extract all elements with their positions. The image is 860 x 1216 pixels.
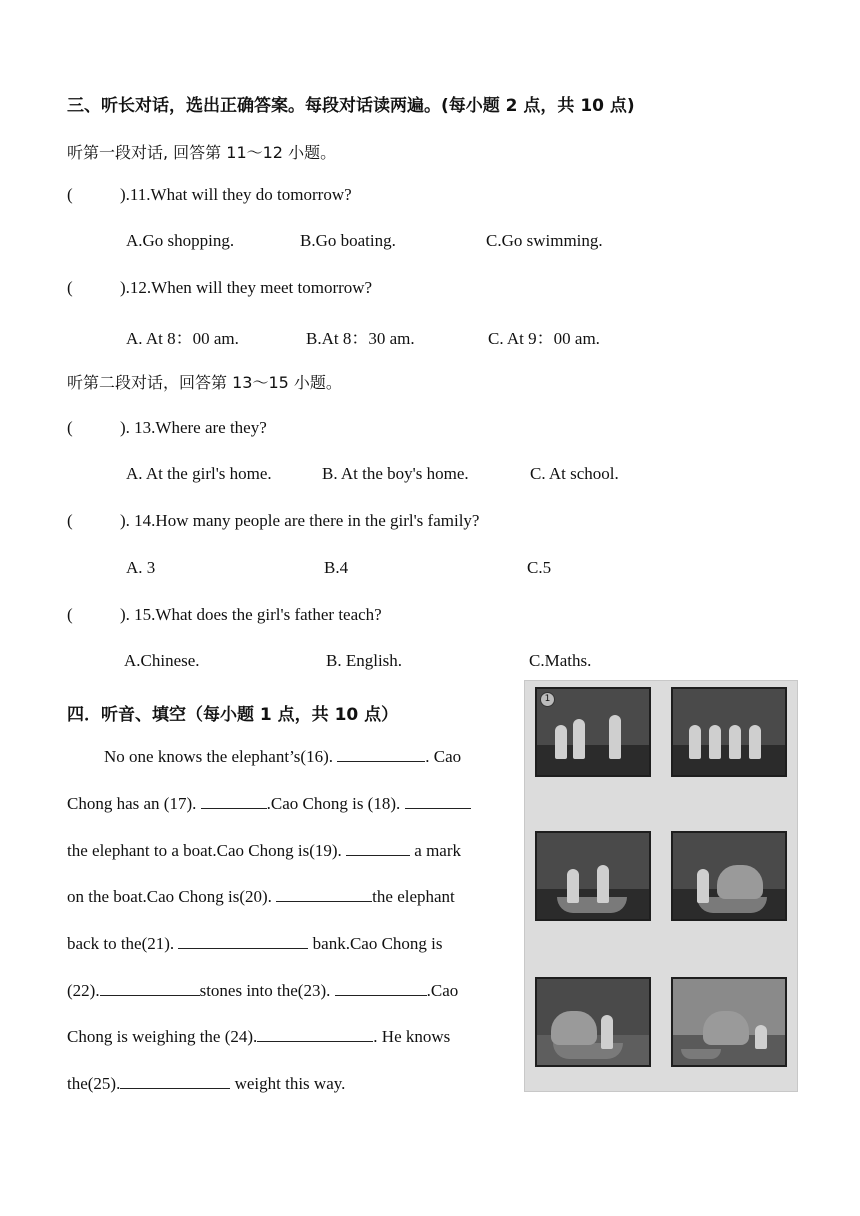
cloze-text: bank.Cao Chong is [312, 934, 443, 953]
cloze-text: on the boat.Cao Chong is(20). [67, 887, 272, 906]
cloze-text: stones into the(23). [199, 981, 331, 1000]
cloze-text: the elephant [372, 887, 455, 906]
cloze-line-3 [67, 841, 461, 861]
q14-option-a: A. 3 [126, 558, 156, 577]
blank-16[interactable] [337, 747, 425, 762]
q14-option-c: C.5 [527, 558, 552, 577]
q14-text: ). 14.How many people are there in the girl's family? [120, 511, 480, 530]
blank-17[interactable] [201, 794, 267, 809]
cloze-line-5 [67, 934, 443, 954]
section3-heading: 三、听长对话，选出正确答案。每段对话读两遍。(每小题 2 点，共 10 点) [67, 96, 635, 116]
q13-answer-paren[interactable]: ( [67, 418, 73, 437]
blank-22[interactable] [100, 981, 200, 996]
q14-option-b: B.4 [324, 558, 349, 577]
q11-option-a: A.Go shopping. [126, 231, 235, 250]
cloze-text: .Cao Chong is (18). [266, 794, 401, 813]
blank-23[interactable] [335, 981, 427, 996]
cloze-line-2 [67, 794, 471, 814]
story-panel-6 [671, 977, 787, 1067]
q11-option-c: C.Go swimming. [486, 231, 603, 250]
cloze-text: a mark [414, 841, 462, 860]
panel-number-badge: 1 [540, 692, 555, 707]
q11-option-b: B.Go boating. [300, 231, 396, 250]
q13-text: ). 13.Where are they? [120, 418, 267, 437]
cloze-text: (22). [67, 981, 100, 1000]
cloze-text: Chong has an (17). [67, 794, 197, 813]
story-panel-1 [535, 687, 651, 777]
story-panel-2 [671, 687, 787, 777]
cloze-line-6 [67, 981, 458, 1001]
blank-24[interactable] [257, 1027, 373, 1042]
blank-18[interactable] [405, 794, 471, 809]
blank-20[interactable] [276, 887, 372, 902]
story-illustration [524, 680, 798, 1092]
q14-answer-paren[interactable]: ( [67, 511, 73, 530]
story-panel-5 [535, 977, 651, 1067]
q15-text: ). 15.What does the girl's father teach? [120, 605, 382, 624]
cloze-line-1 [104, 747, 461, 767]
cloze-line-7 [67, 1027, 450, 1047]
q15-option-c: C.Maths. [529, 651, 592, 670]
cloze-text: .Cao [426, 981, 459, 1000]
cloze-line-8 [67, 1074, 345, 1094]
q12-option-a: A. At 8：00 am. [126, 329, 239, 348]
blank-25[interactable] [120, 1074, 230, 1089]
blank-19[interactable] [346, 841, 410, 856]
q12-option-c: C. At 9：00 am. [488, 329, 600, 348]
cloze-text: . He knows [373, 1027, 451, 1046]
dialogue2-instruction: 听第二段对话，回答第 13～15 小题。 [67, 373, 342, 392]
story-panel-3 [535, 831, 651, 921]
q12-option-b: B.At 8：30 am. [306, 329, 415, 348]
blank-21[interactable] [178, 934, 308, 949]
cloze-line-4 [67, 887, 455, 907]
cloze-text: Chong is weighing the (24). [67, 1027, 258, 1046]
cloze-text: the elephant to a boat.Cao Chong is(19). [67, 841, 342, 860]
q11-text: ).11.What will they do tomorrow? [120, 185, 352, 204]
q11-answer-paren[interactable]: ( [67, 185, 73, 204]
story-panel-4 [671, 831, 787, 921]
cloze-text: the(25). [67, 1074, 121, 1093]
section4-heading: 四．听音、填空（每小题 1 点，共 10 点） [67, 705, 399, 725]
q15-option-a: A.Chinese. [124, 651, 200, 670]
q15-answer-paren[interactable]: ( [67, 605, 73, 624]
q12-answer-paren[interactable]: ( [67, 278, 73, 297]
q12-text: ).12.When will they meet tomorrow? [120, 278, 373, 297]
cloze-text: back to the(21). [67, 934, 175, 953]
cloze-text: No one knows the elephant’s(16). [104, 747, 333, 766]
q13-option-a: A. At the girl's home. [126, 464, 272, 483]
cloze-text: . Cao [425, 747, 462, 766]
dialogue1-instruction: 听第一段对话, 回答第 11～12 小题。 [67, 143, 337, 162]
cloze-text: weight this way. [234, 1074, 346, 1093]
q15-option-b: B. English. [326, 651, 403, 670]
q13-option-c: C. At school. [530, 464, 619, 483]
q13-option-b: B. At the boy's home. [322, 464, 469, 483]
